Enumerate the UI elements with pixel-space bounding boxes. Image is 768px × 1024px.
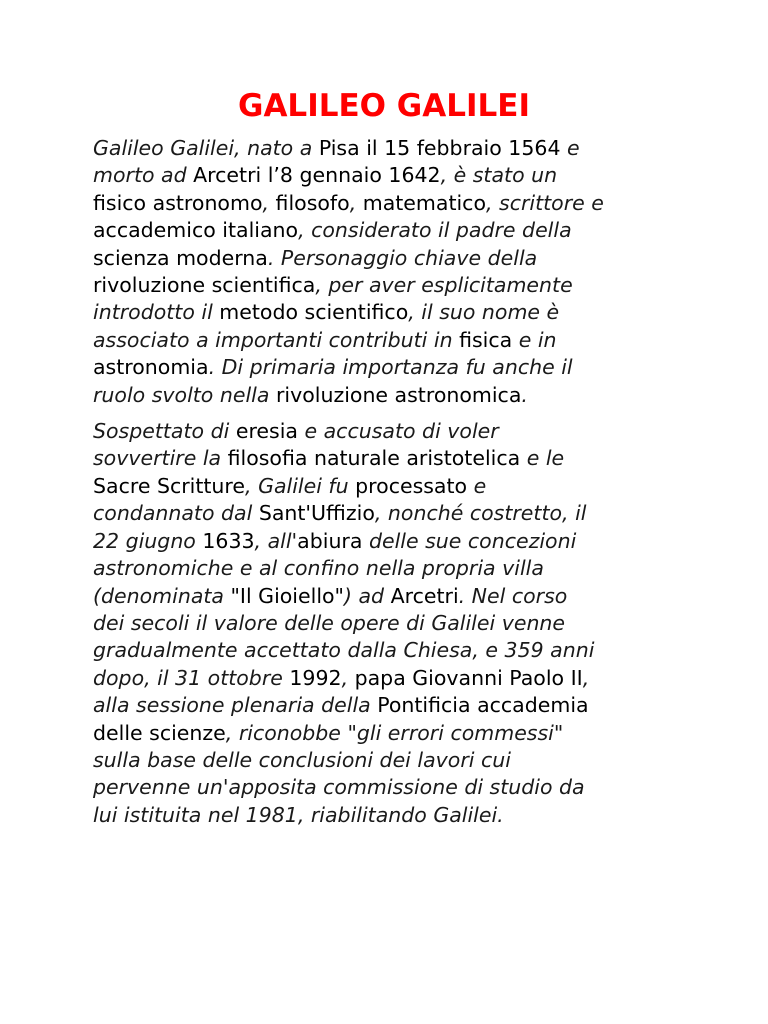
term-link[interactable]: accademico italiano <box>93 218 299 243</box>
text-segment: . Nel corso <box>458 583 568 608</box>
text-line <box>93 665 693 692</box>
text-segment: dopo, il 31 ottobre <box>93 665 290 690</box>
text-line <box>93 354 693 381</box>
term-link[interactable]: papa Giovanni Paolo II <box>354 665 583 690</box>
term-link[interactable]: il 15 febbraio 1564 <box>366 136 561 160</box>
text-segment: ) ad <box>343 583 391 608</box>
text-segment: , <box>341 665 355 690</box>
term-link[interactable]: filosofo <box>275 190 350 215</box>
text-line <box>93 583 693 610</box>
text-line <box>93 190 693 217</box>
text-segment: lui istituita nel 1981, riabilitando Galilei. <box>93 802 504 827</box>
term-link[interactable]: matematico <box>362 190 486 215</box>
text-segment: , Galilei fu <box>245 473 356 498</box>
text-line <box>93 610 693 637</box>
term-link[interactable]: Pontificia accademia <box>377 693 589 718</box>
text-segment: , riconobbe "gli errori commessi" <box>225 720 564 745</box>
text-segment: (denominata <box>93 583 231 608</box>
text-line <box>93 135 693 162</box>
text-line <box>93 692 693 719</box>
document-body <box>93 135 693 838</box>
text-segment: . <box>521 382 528 407</box>
text-segment: , <box>582 665 590 690</box>
term-link[interactable]: scienza moderna <box>93 245 268 270</box>
term-link[interactable]: rivoluzione scientifica <box>93 273 316 298</box>
text-segment: , il suo nome è <box>408 300 560 325</box>
term-link[interactable]: fisica <box>459 327 513 352</box>
text-segment: Sospettato di <box>93 419 236 444</box>
text-segment: Galileo Galilei, nato a <box>93 136 319 160</box>
term-link[interactable]: eresia <box>235 419 298 444</box>
text-segment: e in <box>512 327 557 352</box>
text-segment: delle sue concezioni <box>362 528 577 553</box>
text-line <box>93 327 693 354</box>
term-link[interactable]: Arcetri <box>390 583 459 608</box>
text-segment: e accusato di voler <box>297 419 499 444</box>
term-link[interactable]: 1992 <box>289 665 342 690</box>
text-segment: , all' <box>254 528 298 553</box>
text-segment: e <box>467 473 487 498</box>
term-link[interactable]: abiura <box>297 528 363 553</box>
text-segment: e <box>560 136 580 160</box>
text-segment: condannato dal <box>93 501 259 526</box>
text-segment: sovvertire la <box>93 446 228 471</box>
text-segment: morto ad <box>93 163 194 188</box>
text-segment: , scrittore e <box>486 190 604 215</box>
text-segment: , <box>349 190 363 215</box>
term-link[interactable]: Arcetri <box>193 163 262 188</box>
term-link[interactable]: rivoluzione astronomica <box>275 382 522 407</box>
text-line <box>93 720 693 747</box>
term-link[interactable]: astronomo <box>152 190 263 215</box>
text-line <box>93 272 693 299</box>
text-line <box>93 299 693 326</box>
text-segment: , è stato un <box>440 163 558 188</box>
paragraph <box>93 135 693 409</box>
page-title: GALILEO GALILEI <box>238 88 530 124</box>
text-line <box>93 802 693 829</box>
term-link[interactable]: metodo scientifico <box>219 300 409 325</box>
term-link[interactable]: delle scienze <box>93 720 226 745</box>
text-segment: astronomiche e al confino nella propria villa <box>93 556 544 581</box>
text-line <box>93 162 693 189</box>
text-segment: introdotto il <box>93 300 220 325</box>
term-link[interactable]: fisico <box>93 190 147 215</box>
paragraph <box>93 418 693 829</box>
text-line <box>93 245 693 272</box>
text-line <box>93 445 693 472</box>
text-line <box>93 747 693 774</box>
text-segment: . Personaggio chiave della <box>267 245 538 270</box>
text-segment: dei secoli il valore delle opere di Galilei venne <box>93 610 566 635</box>
text-line <box>93 555 693 582</box>
text-line <box>93 774 693 801</box>
text-segment: , considerato il padre della <box>298 218 572 243</box>
term-link[interactable]: processato <box>355 473 468 498</box>
term-link[interactable]: 1633 <box>202 528 255 553</box>
text-segment: sulla base delle conclusioni dei lavori cui <box>93 747 511 772</box>
text-segment: e le <box>520 446 565 471</box>
term-link[interactable]: astronomia <box>93 355 209 380</box>
text-segment: gradualmente accettato dalla Chiesa, e 359 anni <box>93 638 595 663</box>
term-link[interactable]: Sant'Uffizio <box>258 501 375 526</box>
term-link[interactable]: Pisa <box>318 136 360 160</box>
text-segment: alla sessione plenaria della <box>93 693 378 718</box>
term-link[interactable]: l’8 gennaio 1642 <box>267 163 441 188</box>
text-segment: . Di primaria importanza fu anche il <box>208 355 573 380</box>
text-line <box>93 637 693 664</box>
term-link[interactable]: Sacre Scritture <box>93 473 246 498</box>
text-segment: , nonché costretto, il <box>374 501 587 526</box>
text-segment: , <box>262 190 276 215</box>
term-link[interactable]: "Il Gioiello" <box>230 583 344 608</box>
text-line <box>93 473 693 500</box>
term-link[interactable]: filosofia naturale aristotelica <box>227 446 521 471</box>
text-segment: associato a importanti contributi in <box>93 327 460 352</box>
text-line <box>93 418 693 445</box>
text-segment: 22 giugno <box>93 528 203 553</box>
text-segment: pervenne un'apposita commissione di studio da <box>93 775 585 800</box>
text-line <box>93 528 693 555</box>
text-segment: , per aver esplicitamente <box>315 273 573 298</box>
text-line <box>93 382 693 409</box>
text-line <box>93 500 693 527</box>
text-line <box>93 217 693 244</box>
text-segment: ruolo svolto nella <box>93 382 276 407</box>
